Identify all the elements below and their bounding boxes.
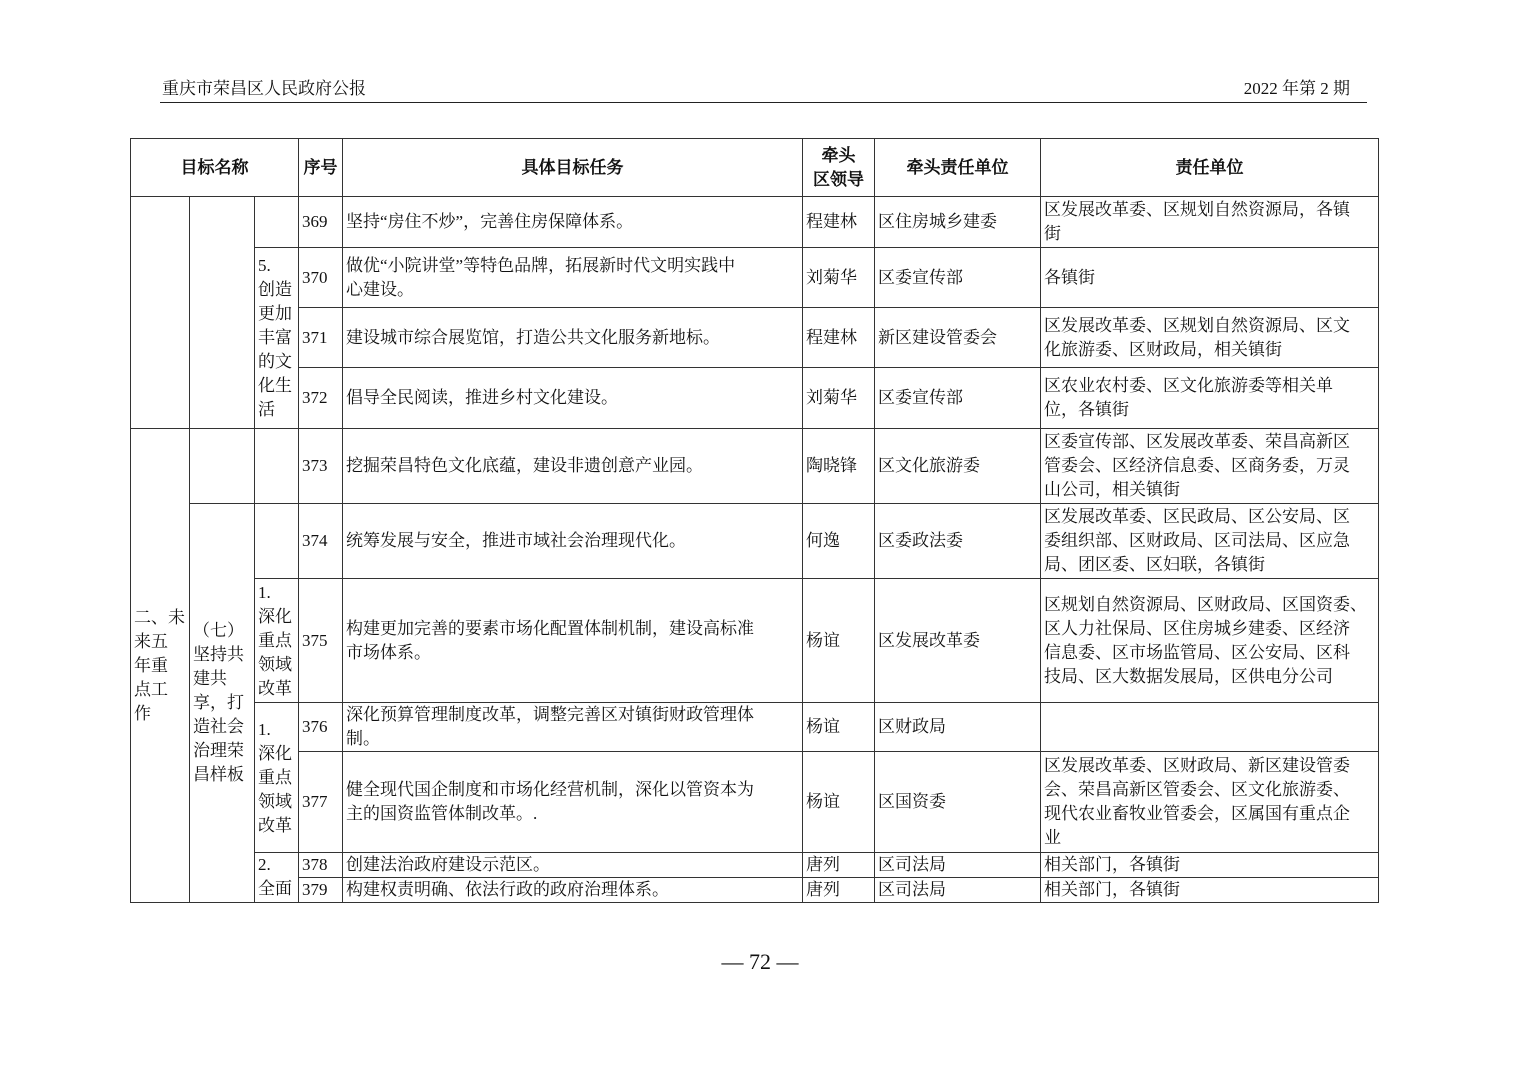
cell-seq: 370 [299,248,343,308]
cell-seq: 377 [299,752,343,853]
cell-seq: 369 [299,197,343,248]
cell-seq: 371 [299,308,343,368]
cell-task: 构建更加完善的要素市场化配置体制机制，建设高标准 市场体系。 [343,579,803,703]
page-number: — 72 — [721,949,799,974]
cell-task: 统筹发展与安全，推进市域社会治理现代化。 [343,504,803,579]
goal-level3-cell: 2. 全面 [255,853,299,903]
goal-level3-cell: 1. 深化 重点 领域 改革 [255,579,299,703]
table-row [131,308,1379,368]
cell-task: 坚持“房住不炒”，完善住房保障体系。 [343,197,803,248]
cell-resp-units: 区委宣传部、区发展改革委、荣昌高新区 管委会、区经济信息委、区商务委，万灵 山公司，相关镇街 [1041,429,1379,504]
table-row [131,504,1379,579]
cell-lead-unit: 区国资委 [875,752,1041,853]
cell-task: 构建权责明确、依法行政的政府治理体系。 [343,878,803,903]
goal-level2-cell: （七） 坚持共 建共 享，打 造社会 治理荣 昌样板 [190,504,255,903]
header-rule [160,102,1367,103]
goal-level3-cell [255,429,299,504]
cell-seq: 379 [299,878,343,903]
cell-lead-unit: 区委宣传部 [875,248,1041,308]
publication-title: 重庆市荣昌区人民政府公报 [162,79,366,98]
goal-level3-cell: 1. 深化 重点 领域 改革 [255,703,299,853]
cell-lead-unit: 区委政法委 [875,504,1041,579]
cell-leader: 杨谊 [803,703,875,752]
cell-leader: 程建林 [803,197,875,248]
cell-task: 深化预算管理制度改革，调整完善区对镇街财政管理体 制。 [343,703,803,752]
col-header-lead-unit: 牵头责任单位 [875,139,1041,197]
table-row [131,429,1379,504]
table-row [131,878,1379,903]
goal-level3-cell [255,197,299,248]
cell-leader: 杨谊 [803,752,875,853]
cell-lead-unit: 区司法局 [875,878,1041,903]
cell-leader: 唐列 [803,853,875,878]
cell-lead-unit: 区委宣传部 [875,368,1041,429]
cell-leader: 刘菊华 [803,248,875,308]
table-header-row [131,139,1379,197]
cell-resp-units: 区发展改革委、区财政局、新区建设管委 会、荣昌高新区管委会、区文化旅游委、 现代农业畜牧业管委会，区属国有重点企 业 [1041,752,1379,853]
cell-resp-units: 区发展改革委、区规划自然资源局，各镇 街 [1041,197,1379,248]
cell-lead-unit: 区司法局 [875,853,1041,878]
cell-task: 倡导全民阅读，推进乡村文化建设。 [343,368,803,429]
col-header-resp-units: 责任单位 [1041,139,1379,197]
goals-table [130,138,1379,903]
cell-lead-unit: 区发展改革委 [875,579,1041,703]
cell-task: 健全现代国企制度和市场化经营机制，深化以管资本为 主的国资监管体制改革。. [343,752,803,853]
table-row [131,752,1379,853]
cell-seq: 373 [299,429,343,504]
cell-leader: 程建林 [803,308,875,368]
cell-leader: 陶晓锋 [803,429,875,504]
goal-level2-cell [190,429,255,504]
cell-seq: 374 [299,504,343,579]
cell-resp-units: 区发展改革委、区规划自然资源局、区文 化旅游委、区财政局，相关镇街 [1041,308,1379,368]
table-row [131,703,1379,752]
cell-seq: 376 [299,703,343,752]
cell-resp-units: 相关部门，各镇街 [1041,878,1379,903]
cell-task: 创建法治政府建设示范区。 [343,853,803,878]
col-header-task: 具体目标任务 [343,139,803,197]
table-row [131,248,1379,308]
goal-level2-cell [190,197,255,429]
cell-task: 做优“小院讲堂”等特色品牌，拓展新时代文明实践中 心建设。 [343,248,803,308]
cell-task: 建设城市综合展览馆，打造公共文化服务新地标。 [343,308,803,368]
goal-level1-cell: 二、未 来五 年重 点工 作 [131,429,190,903]
table-row [131,853,1379,878]
cell-lead-unit: 区财政局 [875,703,1041,752]
cell-lead-unit: 新区建设管委会 [875,308,1041,368]
cell-resp-units: 各镇街 [1041,248,1379,308]
cell-resp-units: 区规划自然资源局、区财政局、区国资委、 区人力社保局、区住房城乡建委、区经济 信息委、区市场监管局、区公安局、区科 技局、区大数据发展局，区供电分公司 [1041,579,1379,703]
cell-leader: 唐列 [803,878,875,903]
cell-resp-units: 区发展改革委、区民政局、区公安局、区 委组织部、区财政局、区司法局、区应急 局、团区委、区妇联，各镇街 [1041,504,1379,579]
cell-seq: 378 [299,853,343,878]
cell-lead-unit: 区住房城乡建委 [875,197,1041,248]
goal-level3-cell: 5. 创造 更加 丰富 的文 化生 活 [255,248,299,429]
cell-resp-units: 区农业农村委、区文化旅游委等相关单 位，各镇街 [1041,368,1379,429]
goal-level1-cell [131,197,190,429]
cell-leader: 何逸 [803,504,875,579]
cell-seq: 372 [299,368,343,429]
table-row [131,368,1379,429]
cell-resp-units [1041,703,1379,752]
cell-lead-unit: 区文化旅游委 [875,429,1041,504]
issue-number: 2022 年第 2 期 [1243,79,1350,98]
cell-resp-units: 相关部门，各镇街 [1041,853,1379,878]
cell-seq: 375 [299,579,343,703]
col-header-leader: 牵头 区领导 [803,139,875,197]
cell-leader: 杨谊 [803,579,875,703]
col-header-seq: 序号 [299,139,343,197]
table-row [131,197,1379,248]
col-header-goal-name: 目标名称 [131,139,299,197]
cell-leader: 刘菊华 [803,368,875,429]
table-row [131,579,1379,703]
goal-level3-cell [255,504,299,579]
cell-task: 挖掘荣昌特色文化底蕴，建设非遗创意产业园。 [343,429,803,504]
